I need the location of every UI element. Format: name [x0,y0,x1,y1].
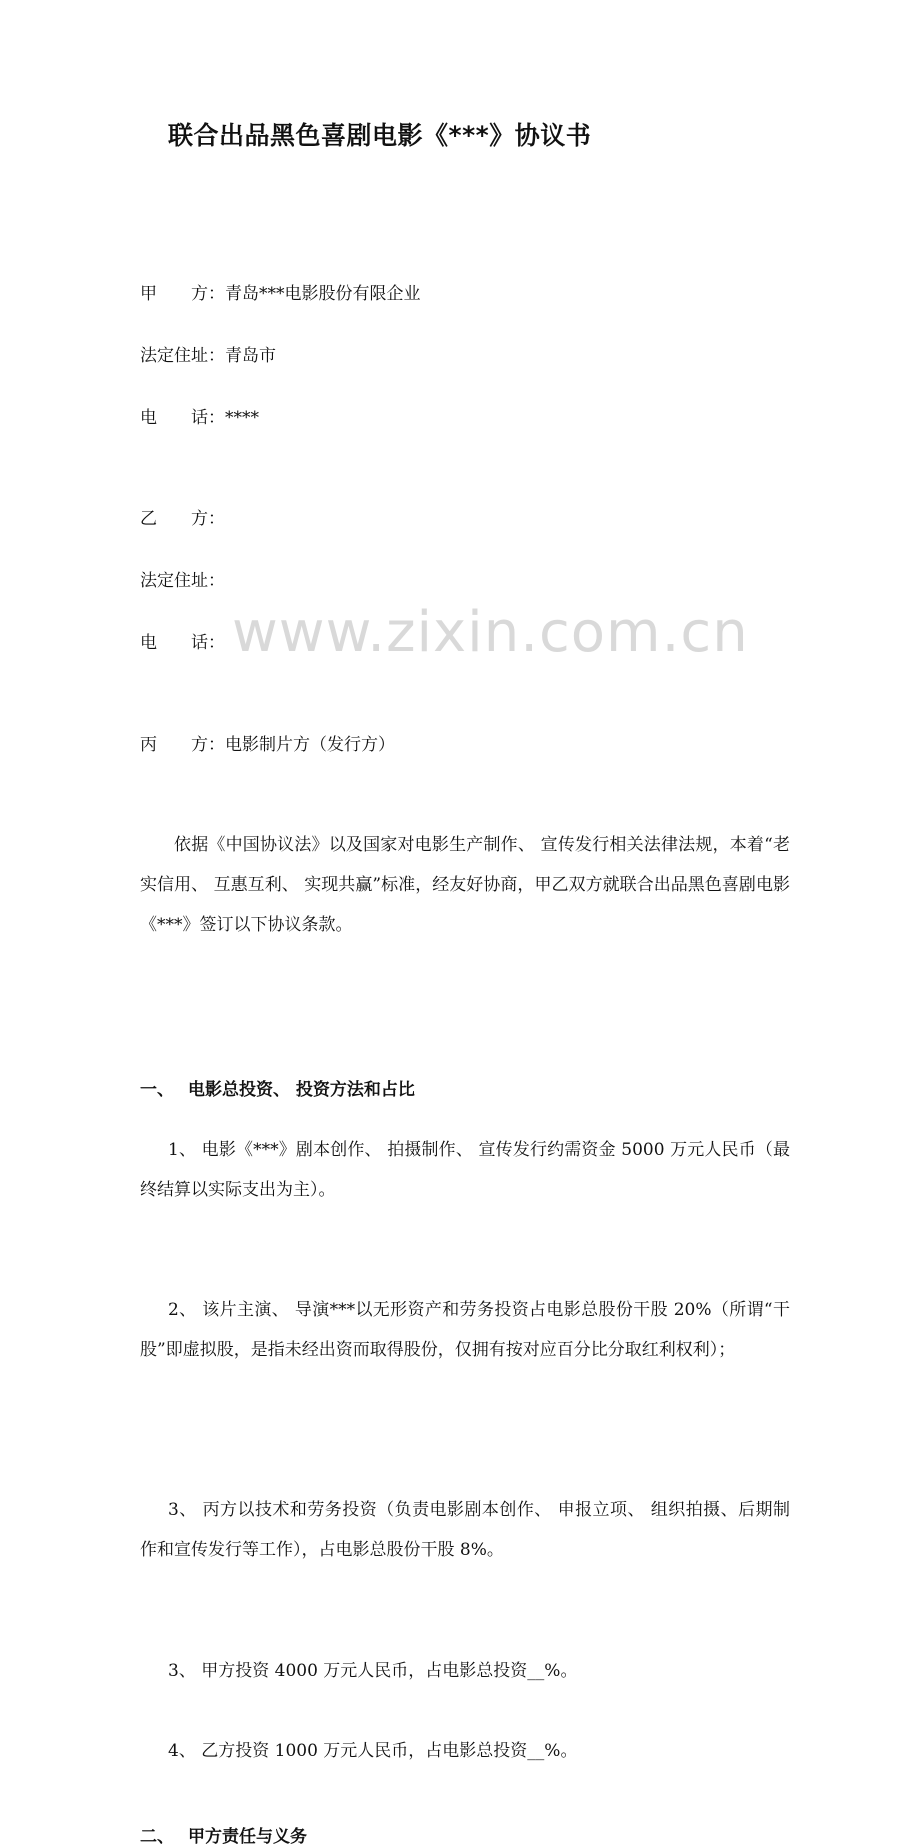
party-b-label: 乙 方： [140,509,225,529]
party-a-value: 青岛***电影股份有限企业 [225,284,421,304]
party-a-address-label: 法定住址： [140,346,225,366]
party-a-phone-label: 电 话： [140,408,225,428]
party-c-line [140,734,920,756]
party-c-value: 电影制片方（发行方） [225,735,395,755]
intro-paragraph: 依据《中国协议法》以及国家对电影生产制作、 宣传发行相关法律法规，本着“老实信用、 互惠互利、 实现共赢”标准，经友好协商，甲乙双方就联合出品黑色喜剧电影《***》签订以下协议条款。 [140,835,790,935]
party-a-phone-value: **** [225,408,259,428]
party-b-phone-label: 电 话： [140,633,225,653]
party-b-line [140,508,920,530]
clause-item: 2、 该片主演、 导演***以无形资产和劳务投资占电影总股份干股 20%（所谓“干股”即虚拟股，是指未经出资而取得股份，仅拥有按对应百分比分取红利权利）； [140,1300,790,1360]
clause-item: 1、 电影《***》剧本创作、 拍摄制作、 宣传发行约需资金 5000 万元人民币（最终结算以实际支出为主）。 [140,1140,790,1200]
party-a-phone-line [140,407,920,429]
section-1-number: 一、 [140,1080,174,1100]
party-b-phone-line [140,632,920,654]
section-2-heading [140,1822,920,1847]
party-b-address-line [140,570,920,592]
party-c-label: 丙 方： [140,735,225,755]
section-1-heading [140,1075,920,1100]
section-2-number: 二、 [140,1827,174,1847]
section-2-title: 甲方责任与义务 [188,1827,307,1847]
party-b-address-label: 法定住址： [140,571,225,591]
section-1-title: 电影总投资、 投资方法和占比 [188,1080,415,1100]
watermark: www.zixin.com.cn [232,600,749,665]
document-title: 联合出品黑色喜剧电影《***》协议书 [168,121,592,150]
clause-item: 3、 甲方投资 4000 万元人民币，占电影总投资__%。 [168,1661,578,1681]
clause-item: 4、 乙方投资 1000 万元人民币，占电影总投资__%。 [168,1741,578,1761]
party-a-line [140,283,920,305]
clause-item: 3、 丙方以技术和劳务投资（负责电影剧本创作、 申报立项、 组织拍摄、后期制作和宣传发行等工作），占电影总股份干股 8%。 [140,1500,790,1560]
party-a-label: 甲 方： [140,284,225,304]
party-a-address-line [140,345,920,367]
party-a-address-value: 青岛市 [225,346,276,366]
